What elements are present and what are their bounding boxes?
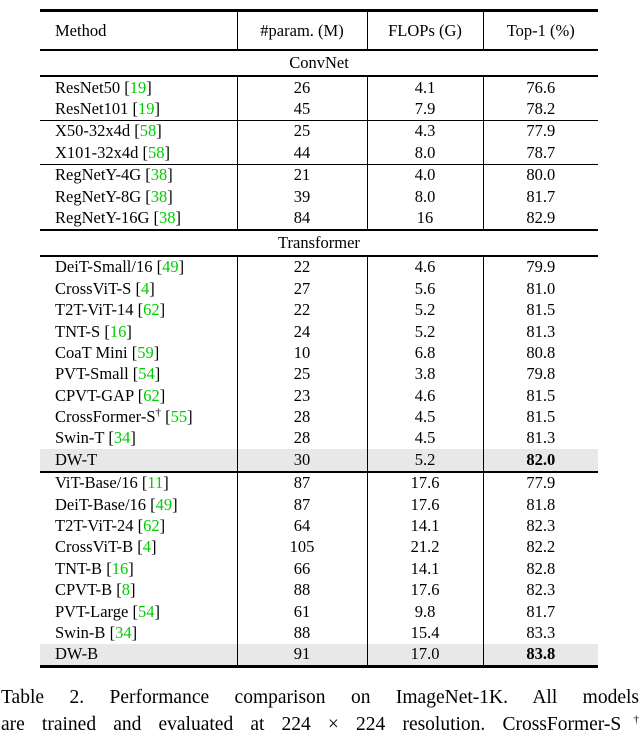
cite-bracket-close: ] [175, 207, 182, 227]
flops-cell: 17.0 [367, 644, 483, 667]
method-cell [40, 644, 237, 667]
table-row [40, 449, 598, 471]
citation-link[interactable]: 58 [139, 121, 157, 141]
method-cell [40, 186, 237, 207]
table-row [40, 644, 598, 667]
params-cell: 105 [237, 537, 367, 558]
method-cell [40, 558, 237, 579]
performance-table [40, 9, 598, 668]
table-row [40, 558, 598, 579]
params-cell: 88 [237, 622, 367, 643]
top1-cell: 76.6 [483, 76, 598, 98]
method-cell [40, 364, 237, 385]
top1-cell: 80.8 [483, 342, 598, 363]
cite-bracket-open: [ [138, 142, 149, 162]
method-cell [40, 342, 237, 363]
flops-cell: 3.8 [367, 364, 483, 385]
method-cell [40, 278, 237, 299]
cite-bracket-close: ] [156, 121, 162, 141]
cite-bracket-close: ] [154, 99, 160, 119]
method-cell [40, 494, 237, 515]
top1-cell: 79.8 [483, 364, 598, 385]
table-caption [1, 684, 639, 738]
method-name: CrossViT-B [55, 537, 134, 557]
params-cell: 39 [237, 186, 367, 207]
method-cell [40, 622, 237, 643]
flops-cell: 17.6 [367, 580, 483, 601]
table-row [40, 364, 598, 385]
method-name: ResNet50 [55, 77, 121, 97]
citation-link[interactable]: 49 [155, 494, 173, 514]
citation-link[interactable]: 54 [137, 601, 155, 621]
method-name: CPVT-B [55, 580, 113, 600]
params-cell: 66 [237, 558, 367, 579]
cite-bracket-close: ] [167, 186, 173, 206]
cite-bracket-open: [ [161, 407, 171, 427]
table-row [40, 601, 598, 622]
table-row [40, 537, 598, 558]
citation-link[interactable]: 38 [150, 165, 168, 185]
citation-link[interactable]: 62 [143, 385, 160, 405]
cite-bracket-open: [ [131, 278, 141, 298]
method-cell [40, 385, 237, 406]
section-label-row [40, 50, 598, 76]
flops-cell: 8.0 [367, 142, 483, 164]
table-row [40, 342, 598, 363]
citation-link[interactable]: 8 [121, 580, 131, 600]
top1-cell: 82.3 [483, 580, 598, 601]
caption-line-2 [1, 711, 639, 738]
table-row [40, 580, 598, 601]
top1-cell: 81.3 [483, 428, 598, 449]
top1-cell: 77.9 [483, 120, 598, 142]
cite-bracket-close: ] [178, 257, 185, 277]
flops-cell: 15.4 [367, 622, 483, 643]
params-cell: 61 [237, 601, 367, 622]
table-row [40, 406, 598, 427]
cite-bracket-open: [ [128, 364, 139, 384]
top1-cell: 83.3 [483, 622, 598, 643]
params-cell: 30 [237, 449, 367, 471]
cite-bracket-open: [ [152, 257, 163, 277]
top1-cell: 78.7 [483, 142, 598, 164]
cite-bracket-open: [ [127, 342, 138, 362]
citation-link[interactable]: 38 [159, 207, 176, 227]
flops-cell: 5.2 [367, 449, 483, 471]
method-cell [40, 472, 237, 494]
citation-link[interactable]: 59 [137, 342, 154, 362]
params-cell: 44 [237, 142, 367, 164]
flops-cell: 16 [367, 207, 483, 229]
method-cell [40, 164, 237, 186]
cite-bracket-open: [ [146, 494, 156, 514]
top1-cell: 79.9 [483, 256, 598, 278]
method-cell [40, 120, 237, 142]
method-name: CrossViT-S [55, 278, 132, 298]
method-name: T2T-ViT-14 [55, 300, 134, 320]
cite-bracket-close: ] [130, 580, 136, 600]
params-cell: 25 [237, 364, 367, 385]
top1-cell: 82.0 [483, 449, 598, 471]
method-cell [40, 515, 237, 536]
method-cell [40, 321, 237, 342]
citation-link[interactable]: 4 [142, 537, 152, 557]
method-name: X50-32x4d [55, 121, 131, 141]
cite-bracket-open: [ [141, 186, 151, 206]
params-cell: 10 [237, 342, 367, 363]
method-cell [40, 98, 237, 120]
method-cell [40, 537, 237, 558]
method-name: RegNetY-8G [55, 186, 142, 206]
params-cell: 26 [237, 76, 367, 98]
cite-bracket-close: ] [187, 407, 193, 427]
top1-cell: 80.0 [483, 164, 598, 186]
params-cell: 24 [237, 321, 367, 342]
cite-bracket-close: ] [131, 623, 138, 642]
method-name: RegNetY-16G [55, 207, 150, 227]
method-name: TNT-B [55, 558, 103, 578]
cite-bracket-close: ] [126, 321, 132, 341]
method-name: TNT-S [55, 321, 101, 341]
citation-link[interactable]: 19 [137, 99, 155, 119]
method-name: X101-32x4d [55, 142, 139, 162]
cite-bracket-open: [ [102, 558, 112, 578]
flops-cell: 17.6 [367, 494, 483, 515]
flops-cell: 5.6 [367, 278, 483, 299]
cite-bracket-open: [ [105, 623, 116, 642]
citation-link[interactable]: 34 [113, 428, 131, 448]
table-row [40, 300, 598, 321]
col-header-top1: Top-1 (%) [483, 11, 598, 51]
col-header-params: #param. (M) [237, 11, 367, 51]
top1-cell: 81.3 [483, 321, 598, 342]
top1-cell: 81.7 [483, 186, 598, 207]
top1-cell: 81.7 [483, 601, 598, 622]
params-cell: 28 [237, 406, 367, 427]
params-cell: 91 [237, 644, 367, 667]
params-cell: 28 [237, 428, 367, 449]
params-cell: 27 [237, 278, 367, 299]
flops-cell: 14.1 [367, 558, 483, 579]
cite-bracket-open: [ [112, 580, 122, 600]
top1-cell: 81.8 [483, 494, 598, 515]
cite-bracket-close: ] [130, 428, 136, 448]
citation-link[interactable]: 16 [109, 321, 127, 341]
cite-bracket-open: [ [141, 165, 151, 185]
top1-cell: 82.2 [483, 537, 598, 558]
cite-bracket-open: [ [128, 99, 138, 119]
method-cell [40, 428, 237, 449]
citation-link[interactable]: 55 [170, 407, 188, 427]
method-cell [40, 580, 237, 601]
table-row [40, 278, 598, 299]
flops-cell: 4.5 [367, 428, 483, 449]
flops-cell: 4.6 [367, 385, 483, 406]
table-row [40, 494, 598, 515]
cite-bracket-open: [ [120, 77, 130, 97]
cite-bracket-open: [ [133, 537, 143, 557]
citation-link[interactable]: 16 [111, 558, 129, 578]
flops-cell: 4.3 [367, 120, 483, 142]
method-cell [40, 76, 237, 98]
top1-cell: 81.5 [483, 300, 598, 321]
method-name: Swin-T [55, 428, 105, 448]
cite-bracket-close: ] [167, 165, 173, 185]
caption-text: are trained and evaluated at [1, 714, 282, 735]
flops-cell: 8.0 [367, 186, 483, 207]
method-cell [40, 601, 237, 622]
method-name: CoaT Mini [55, 342, 128, 362]
citation-link[interactable]: 54 [138, 364, 155, 384]
method-name: ResNet101 [55, 99, 129, 119]
flops-cell: 4.5 [367, 406, 483, 427]
citation-link[interactable]: 19 [129, 77, 147, 97]
flops-cell: 5.2 [367, 300, 483, 321]
citation-link[interactable]: 11 [147, 473, 164, 493]
params-cell: 21 [237, 164, 367, 186]
table-row [40, 321, 598, 342]
table-row [40, 256, 598, 278]
method-cell [40, 300, 237, 321]
method-name: CrossFormer-S [55, 407, 156, 427]
section-label: Transformer [40, 230, 598, 256]
cite-bracket-close: ] [149, 278, 155, 298]
method-cell [40, 449, 237, 471]
method-name: RegNetY-4G [55, 165, 142, 185]
method-name: T2T-ViT-24 [55, 516, 134, 536]
method-cell [40, 142, 237, 164]
section-label: ConvNet [40, 50, 598, 76]
flops-cell: 5.2 [367, 321, 483, 342]
top1-cell: 81.5 [483, 406, 598, 427]
top1-cell: 77.9 [483, 472, 598, 494]
col-header-flops: FLOPs (G) [367, 11, 483, 51]
method-name: Swin-B [55, 623, 106, 642]
method-cell [40, 406, 237, 427]
method-name: DW-T [55, 449, 98, 469]
caption-line-1: Table 2. Performance comparison on ImageNet-1K. All models [1, 687, 639, 708]
table-row [40, 142, 598, 164]
col-header-method: Method [40, 11, 237, 51]
cite-bracket-close: ] [151, 537, 157, 557]
table-row [40, 385, 598, 406]
cite-bracket-close: ] [159, 516, 166, 536]
table-row [40, 428, 598, 449]
table-row [40, 515, 598, 536]
top1-cell: 81.0 [483, 278, 598, 299]
table-row [40, 120, 598, 142]
cite-bracket-close: ] [164, 142, 171, 162]
method-cell [40, 207, 237, 229]
params-cell: 25 [237, 120, 367, 142]
flops-cell: 4.6 [367, 256, 483, 278]
flops-cell: 14.1 [367, 515, 483, 536]
cite-bracket-close: ] [146, 77, 152, 97]
citation-link[interactable]: 4 [140, 278, 150, 298]
method-name: PVT-Large [55, 601, 129, 621]
method-name: ViT-Base/16 [55, 473, 138, 493]
params-cell: 23 [237, 385, 367, 406]
table-row [40, 472, 598, 494]
cite-bracket-close: ] [159, 300, 166, 320]
flops-cell: 7.9 [367, 98, 483, 120]
citation-link[interactable]: 34 [115, 623, 132, 642]
cite-bracket-open: [ [100, 321, 110, 341]
method-name: CPVT-GAP [55, 385, 134, 405]
citation-link[interactable]: 38 [150, 186, 168, 206]
section-label-row [40, 230, 598, 256]
flops-cell: 4.0 [367, 164, 483, 186]
method-cell [40, 256, 237, 278]
cite-bracket-close: ] [159, 385, 166, 405]
cite-bracket-close: ] [153, 342, 160, 362]
params-cell: 88 [237, 580, 367, 601]
params-cell: 84 [237, 207, 367, 229]
params-cell: 45 [237, 98, 367, 120]
table-row [40, 98, 598, 120]
top1-cell: 78.2 [483, 98, 598, 120]
dagger-mark: † [621, 713, 639, 726]
params-cell: 22 [237, 300, 367, 321]
method-name: DeiT-Base/16 [55, 494, 147, 514]
method-name: PVT-Small [55, 364, 129, 384]
top1-cell: 83.8 [483, 644, 598, 667]
cite-bracket-open: [ [149, 207, 160, 227]
citation-link[interactable]: 62 [143, 516, 160, 536]
cite-bracket-open: [ [133, 516, 144, 536]
top1-cell: 82.9 [483, 207, 598, 229]
cite-bracket-open: [ [104, 428, 114, 448]
cite-bracket-open: [ [130, 121, 140, 141]
params-cell: 87 [237, 472, 367, 494]
cite-bracket-close: ] [128, 558, 134, 578]
params-cell: 87 [237, 494, 367, 515]
top1-cell: 81.5 [483, 385, 598, 406]
citation-link[interactable]: 62 [143, 300, 160, 320]
cite-bracket-close: ] [163, 473, 169, 493]
top1-cell: 82.3 [483, 515, 598, 536]
dagger-mark: † [155, 406, 162, 419]
cite-bracket-open: [ [133, 300, 144, 320]
flops-cell: 9.8 [367, 601, 483, 622]
citation-link[interactable]: 58 [148, 142, 165, 162]
table-row [40, 164, 598, 186]
params-cell: 22 [237, 256, 367, 278]
table-row [40, 622, 598, 643]
header-row [40, 11, 598, 51]
cite-bracket-close: ] [172, 494, 178, 514]
cite-bracket-open: [ [137, 473, 148, 493]
flops-cell: 6.8 [367, 342, 483, 363]
caption-text: resolution. CrossFormer-S [385, 714, 622, 735]
flops-cell: 4.1 [367, 76, 483, 98]
table-row [40, 186, 598, 207]
params-cell: 64 [237, 515, 367, 536]
method-name: DW-B [55, 644, 99, 664]
caption-resolution: 224 × 224 [281, 714, 386, 735]
cite-bracket-open: [ [128, 601, 138, 621]
flops-cell: 21.2 [367, 537, 483, 558]
cite-bracket-open: [ [133, 385, 144, 405]
citation-link[interactable]: 49 [162, 257, 179, 277]
table-row [40, 76, 598, 98]
flops-cell: 17.6 [367, 472, 483, 494]
top1-cell: 82.8 [483, 558, 598, 579]
cite-bracket-close: ] [154, 364, 161, 384]
table-row [40, 207, 598, 229]
method-name: DeiT-Small/16 [55, 257, 153, 277]
cite-bracket-close: ] [154, 601, 160, 621]
